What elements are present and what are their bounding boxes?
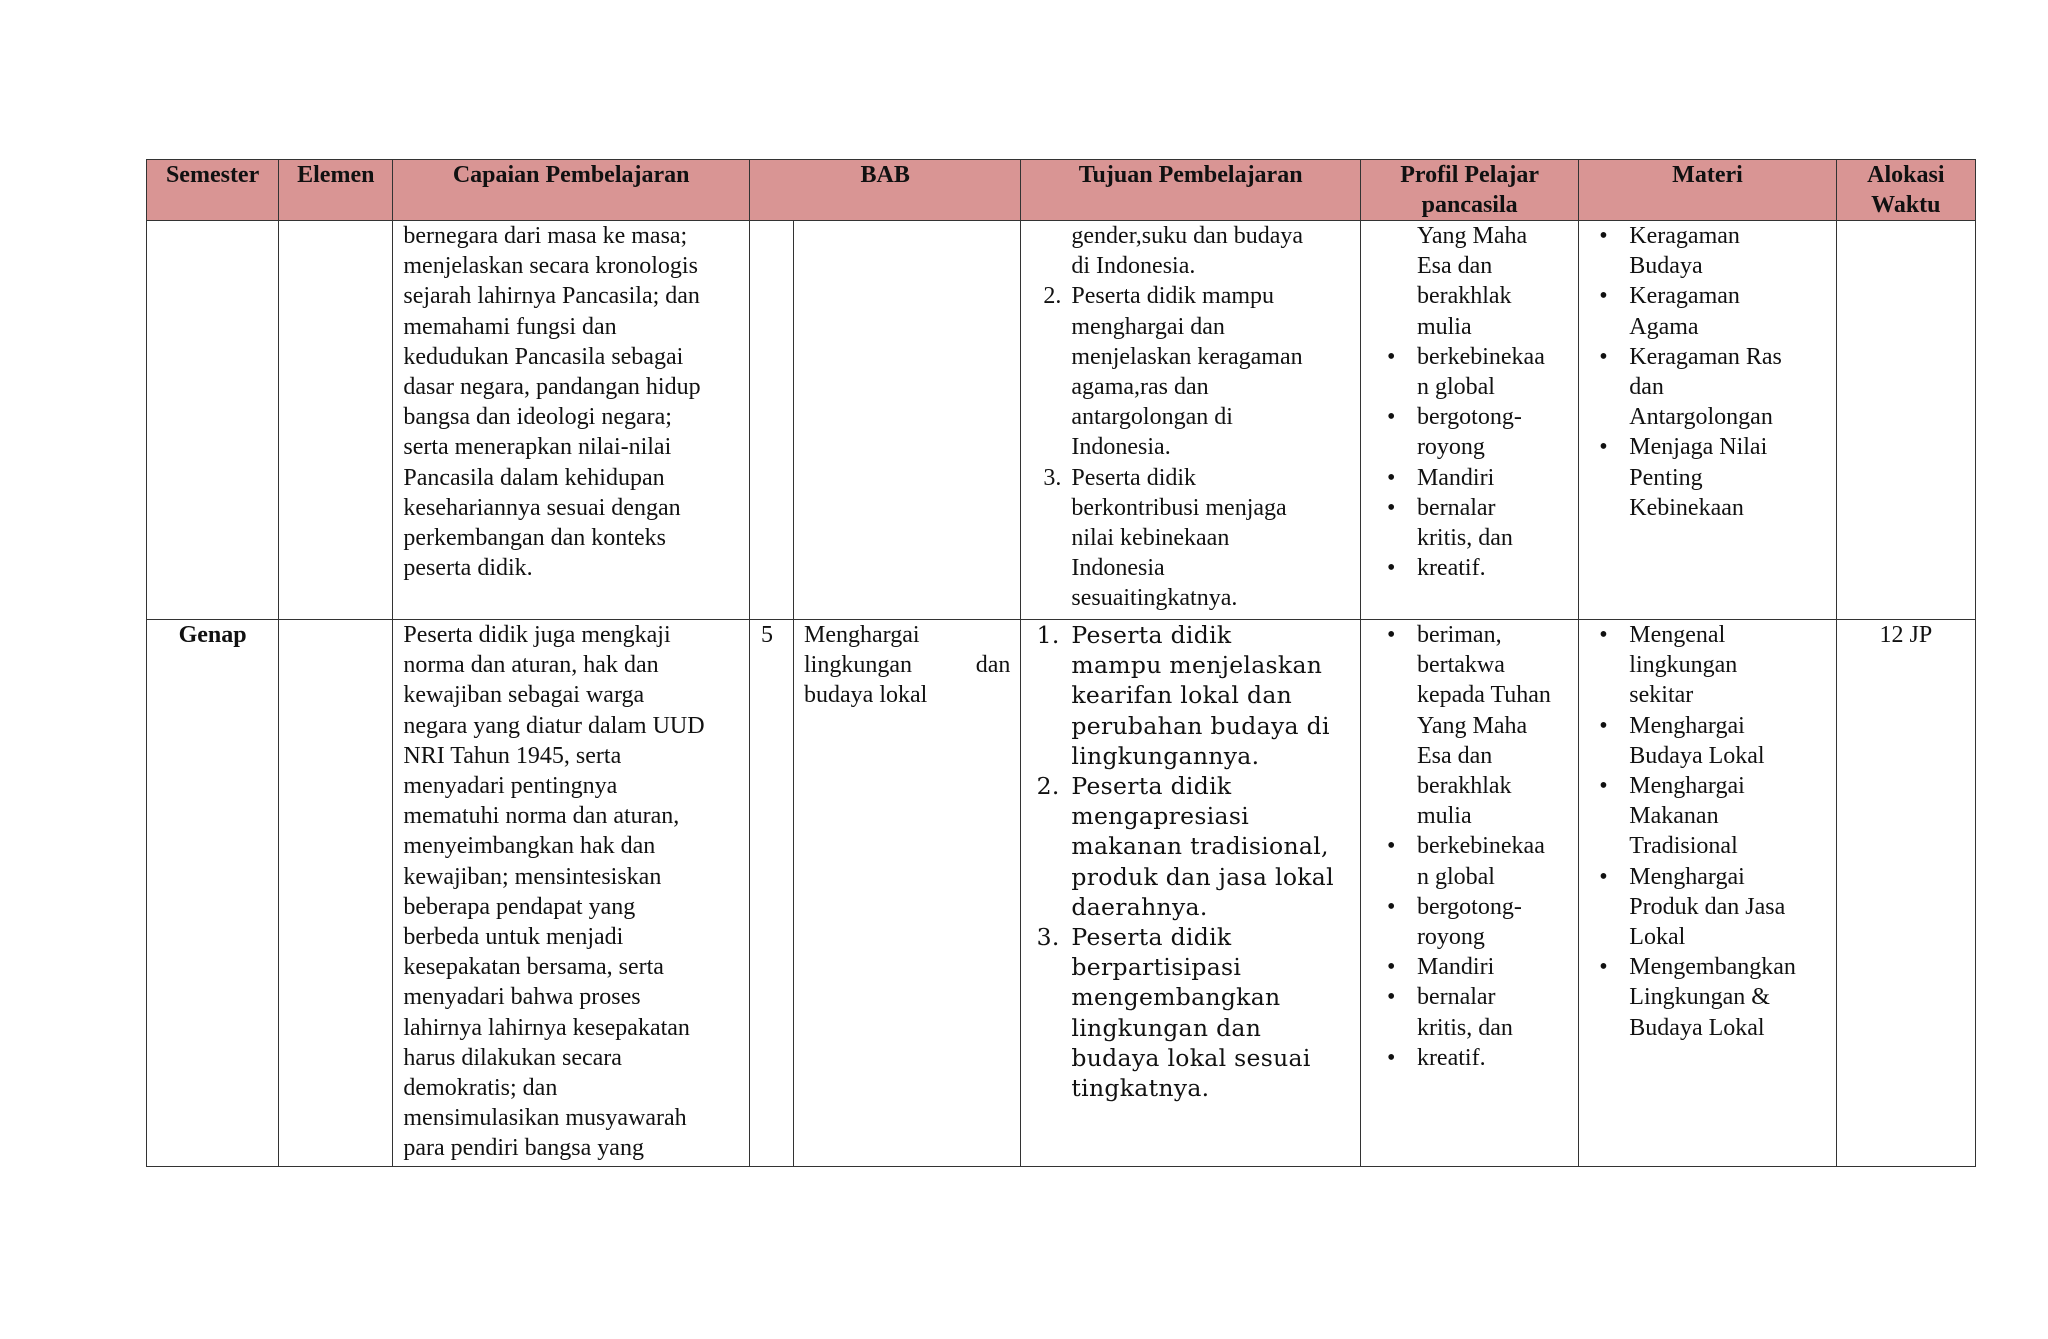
materi-item-line: Antargolongan	[1629, 404, 1773, 431]
header-capaian: Capaian Pembelajaran	[393, 160, 750, 221]
alokasi-cell	[1836, 221, 1975, 620]
capaian-line: dasar negara, pandangan hidup	[403, 374, 701, 401]
profil-item	[1417, 553, 1574, 583]
tujuan-line: gender,suku dan budaya	[1071, 223, 1304, 249]
profil-item-line: royong	[1416, 924, 1485, 951]
materi-list	[1579, 620, 1835, 1043]
materi-item	[1629, 281, 1835, 341]
capaian-cell	[393, 620, 750, 1167]
tujuan-item-line: menghargai dan	[1071, 313, 1225, 340]
materi-item-line: • Menjaga Nilai	[1629, 434, 1768, 461]
header-profil	[1360, 160, 1578, 221]
bab-title-cell	[794, 620, 1021, 1167]
materi-item-line: Budaya Lokal	[1629, 1014, 1765, 1041]
capaian-line: bernegara dari masa ke masa;	[403, 223, 688, 249]
tujuan-item	[1067, 620, 1354, 771]
tujuan-item-line: agama,ras dan	[1071, 374, 1209, 401]
capaian-line: memahami fungsi dan	[403, 313, 617, 340]
capaian-cell	[393, 221, 750, 620]
capaian-line: sejarah lahirnya Pancasila; dan	[403, 283, 700, 310]
capaian-line: beberapa pendapat yang	[403, 893, 636, 920]
materi-item-line: • Keragaman	[1629, 223, 1740, 249]
profil-item	[1417, 620, 1574, 831]
materi-item	[1629, 221, 1835, 281]
profil-item	[1417, 493, 1574, 553]
header-tujuan: Tujuan Pembelajaran	[1021, 160, 1361, 221]
capaian-line: menyadari bahwa proses	[403, 984, 641, 1011]
bab-title-word: lingkungan	[804, 652, 913, 679]
profil-item	[1417, 342, 1574, 402]
profil-continuation	[1361, 221, 1574, 342]
profil-item-line: • kreatif.	[1416, 1044, 1486, 1071]
profil-cell	[1360, 620, 1578, 1167]
materi-item-line: Budaya	[1629, 253, 1703, 280]
capaian-line: Pancasila dalam kehidupan	[403, 464, 665, 491]
profil-item-line: • bernalar	[1416, 984, 1496, 1011]
tujuan-item-line: 3. Peserta didik	[1071, 464, 1197, 491]
profil-item-line: kritis, dan	[1416, 525, 1513, 552]
capaian-line: mematuhi norma dan aturan,	[403, 803, 680, 830]
curriculum-table	[146, 159, 1976, 1167]
materi-item-line: lingkungan	[1629, 652, 1738, 679]
capaian-line: menyeimbangkan hak dan	[403, 833, 656, 860]
tujuan-item-line: 2. Peserta didik	[1071, 772, 1232, 801]
profil-item-line: Yang Maha	[1416, 712, 1528, 739]
tujuan-item-line: lingkungan dan	[1071, 1013, 1262, 1042]
bab-title-line: Menghargai	[804, 622, 920, 648]
profil-line: Esa dan	[1416, 253, 1493, 280]
tujuan-item-line: Indonesia	[1071, 555, 1165, 582]
capaian-line: menyadari pentingnya	[403, 773, 618, 800]
profil-item-line: • bergotong-	[1416, 893, 1522, 920]
tujuan-item-line: 2. Peserta didik mampu	[1071, 283, 1275, 310]
materi-item-line: dan	[1629, 374, 1664, 401]
profil-item	[1417, 892, 1574, 952]
capaian-line: Peserta didik juga mengkaji	[403, 622, 671, 648]
materi-cell	[1579, 620, 1836, 1167]
profil-item-line: Esa dan	[1416, 742, 1493, 769]
materi-item-line: Produk dan Jasa	[1629, 893, 1786, 920]
profil-item-line: royong	[1416, 434, 1485, 461]
tujuan-continuation	[1021, 221, 1354, 281]
bab-title-cell	[794, 221, 1021, 620]
capaian-line: NRI Tahun 1945, serta	[403, 742, 622, 769]
semester-cell	[147, 221, 279, 620]
capaian-line: perkembangan dan konteks	[403, 525, 666, 552]
header-materi: Materi	[1579, 160, 1836, 221]
profil-item-line: n global	[1416, 374, 1495, 401]
materi-item	[1629, 620, 1835, 711]
capaian-line: demokratis; dan	[403, 1075, 558, 1102]
profil-line: berakhlak	[1416, 283, 1512, 310]
tujuan-item-line: mengapresiasi	[1071, 802, 1250, 831]
tujuan-item	[1067, 463, 1354, 614]
header-profil-line: pancasila	[1421, 192, 1518, 218]
capaian-line: peserta didik.	[403, 555, 533, 582]
capaian-line: kedudukan Pancasila sebagai	[403, 343, 684, 370]
capaian-text	[403, 620, 739, 1164]
profil-item	[1417, 831, 1574, 891]
profil-item-line: • kreatif.	[1416, 555, 1486, 582]
tujuan-item-line: 3. Peserta didik	[1071, 923, 1232, 952]
materi-item-line: Agama	[1629, 313, 1699, 340]
capaian-line: serta menerapkan nilai-nilai	[403, 434, 672, 461]
bab-title-line	[804, 650, 1010, 680]
alokasi-cell: 12 JP	[1836, 620, 1975, 1167]
tujuan-item	[1067, 281, 1354, 462]
tujuan-item-line: tingkatnya.	[1071, 1074, 1210, 1103]
tujuan-item-line: sesuaitingkatnya.	[1071, 585, 1238, 612]
materi-item-line: • Menghargai	[1629, 712, 1745, 739]
materi-item-line: • Menghargai	[1629, 773, 1745, 800]
tujuan-item	[1067, 922, 1354, 1103]
tujuan-item-line: berpartisipasi	[1071, 953, 1242, 982]
capaian-line: berbeda untuk menjadi	[403, 924, 624, 951]
capaian-line: bangsa dan ideologi negara;	[403, 404, 672, 431]
tujuan-item-line: menjelaskan keragaman	[1071, 343, 1303, 370]
capaian-text	[403, 221, 739, 583]
profil-item	[1417, 1043, 1574, 1073]
materi-item-line: Tradisional	[1629, 833, 1738, 860]
materi-item-line: Budaya Lokal	[1629, 742, 1765, 769]
materi-item-line: • Keragaman	[1629, 283, 1740, 310]
profil-item-line: n global	[1416, 863, 1495, 890]
materi-item	[1629, 771, 1835, 862]
bab-number: 5	[760, 622, 773, 648]
materi-item-line: Lingkungan &	[1629, 984, 1770, 1011]
header-profil-line: Profil Pelajar	[1400, 162, 1540, 188]
profil-item	[1417, 463, 1574, 493]
capaian-line: kewajiban sebagai warga	[403, 682, 645, 709]
elemen-cell	[279, 221, 393, 620]
materi-item-line: Lokal	[1629, 924, 1686, 951]
tujuan-line: di Indonesia.	[1071, 253, 1196, 280]
profil-item	[1417, 952, 1574, 982]
tujuan-item-line: lingkungannya.	[1071, 741, 1260, 770]
capaian-line: norma dan aturan, hak dan	[403, 652, 659, 679]
tujuan-item-line: mengembangkan	[1071, 983, 1281, 1012]
materi-item-line: Penting	[1629, 464, 1703, 491]
tujuan-item-line: 1. Peserta didik	[1071, 621, 1232, 649]
header-alokasi-line: Waktu	[1871, 192, 1941, 218]
profil-item-line: mulia	[1416, 803, 1472, 830]
profil-cell	[1360, 221, 1578, 620]
tujuan-item-line: daerahnya.	[1071, 892, 1208, 921]
bab-title-line: budaya lokal	[804, 682, 928, 709]
tujuan-item-line: makanan tradisional,	[1071, 832, 1329, 861]
materi-item	[1629, 711, 1835, 771]
tujuan-item-line: kearifan lokal dan	[1071, 681, 1293, 710]
elemen-cell	[279, 620, 393, 1167]
tujuan-cell	[1021, 620, 1361, 1167]
capaian-line: menjelaskan secara kronologis	[403, 253, 698, 280]
header-alokasi	[1836, 160, 1975, 221]
table-row	[147, 620, 1976, 1167]
table-header	[147, 160, 1976, 221]
materi-item-line: sekitar	[1629, 682, 1694, 709]
materi-item-line: • Menghargai	[1629, 863, 1745, 890]
materi-item	[1629, 432, 1835, 523]
materi-cell	[1579, 221, 1836, 620]
materi-item	[1629, 342, 1835, 433]
profil-line: Yang Maha	[1416, 223, 1528, 249]
profil-list	[1361, 342, 1574, 584]
header-semester: Semester	[147, 160, 279, 221]
tujuan-cell	[1021, 221, 1361, 620]
materi-item	[1629, 862, 1835, 953]
capaian-line: para pendiri bangsa yang	[403, 1135, 644, 1162]
profil-item-line: bertakwa	[1416, 652, 1505, 679]
tujuan-item-line: perubahan budaya di	[1071, 711, 1330, 740]
bab-title-word: dan	[975, 652, 1011, 679]
capaian-line: kesehariannya sesuai dengan	[403, 494, 681, 521]
capaian-line: negara yang diatur dalam UUD	[403, 712, 705, 739]
capaian-line: lahirnya lahirnya kesepakatan	[403, 1014, 690, 1041]
profil-line: mulia	[1416, 313, 1472, 340]
profil-item	[1417, 402, 1574, 462]
bab-number-cell	[749, 221, 793, 620]
profil-item-line: • berkebinekaa	[1416, 343, 1545, 370]
profil-item-line: • berkebinekaa	[1416, 833, 1545, 860]
materi-item-line: Kebinekaan	[1629, 494, 1744, 521]
tujuan-item-line: Indonesia.	[1071, 434, 1171, 461]
profil-item-line: • bergotong-	[1416, 404, 1522, 431]
tujuan-item-line: budaya lokal sesuai	[1071, 1043, 1311, 1072]
profil-item-line: • Mandiri	[1416, 954, 1495, 981]
tujuan-item-line: nilai kebinekaan	[1071, 525, 1230, 552]
capaian-line: harus dilakukan secara	[403, 1044, 622, 1071]
materi-item	[1629, 952, 1835, 1043]
materi-item-line: • Mengenal	[1629, 622, 1726, 648]
profil-item-line: • bernalar	[1416, 494, 1496, 521]
materi-list	[1579, 221, 1835, 523]
capaian-line: mensimulasikan musyawarah	[403, 1105, 687, 1132]
tujuan-item-line: produk dan jasa lokal	[1071, 862, 1334, 891]
profil-item-line: kepada Tuhan	[1416, 682, 1551, 709]
materi-item-line: • Keragaman Ras	[1629, 343, 1782, 370]
bab-number-cell	[749, 620, 793, 1167]
table-row	[147, 221, 1976, 620]
profil-list	[1361, 620, 1574, 1073]
materi-item-line: • Mengembangkan	[1629, 954, 1796, 981]
semester-cell: Genap	[147, 620, 279, 1167]
profil-item	[1417, 982, 1574, 1042]
header-bab: BAB	[749, 160, 1020, 221]
tujuan-list	[1021, 281, 1354, 613]
profil-item-line: • beriman,	[1416, 622, 1502, 648]
tujuan-item-line: berkontribusi menjaga	[1071, 494, 1287, 521]
tujuan-item-line: antargolongan di	[1071, 404, 1233, 431]
profil-item-line: berakhlak	[1416, 773, 1512, 800]
header-elemen: Elemen	[279, 160, 393, 221]
capaian-line: kesepakatan bersama, serta	[403, 954, 664, 981]
materi-item-line: Makanan	[1629, 803, 1719, 830]
tujuan-item	[1067, 771, 1354, 922]
profil-item-line: • Mandiri	[1416, 464, 1495, 491]
tujuan-item-line: mampu menjelaskan	[1071, 651, 1323, 680]
profil-item-line: kritis, dan	[1416, 1014, 1513, 1041]
tujuan-list	[1021, 620, 1354, 1103]
capaian-line: kewajiban; mensintesiskan	[403, 863, 662, 890]
header-alokasi-line: Alokasi	[1867, 162, 1945, 188]
